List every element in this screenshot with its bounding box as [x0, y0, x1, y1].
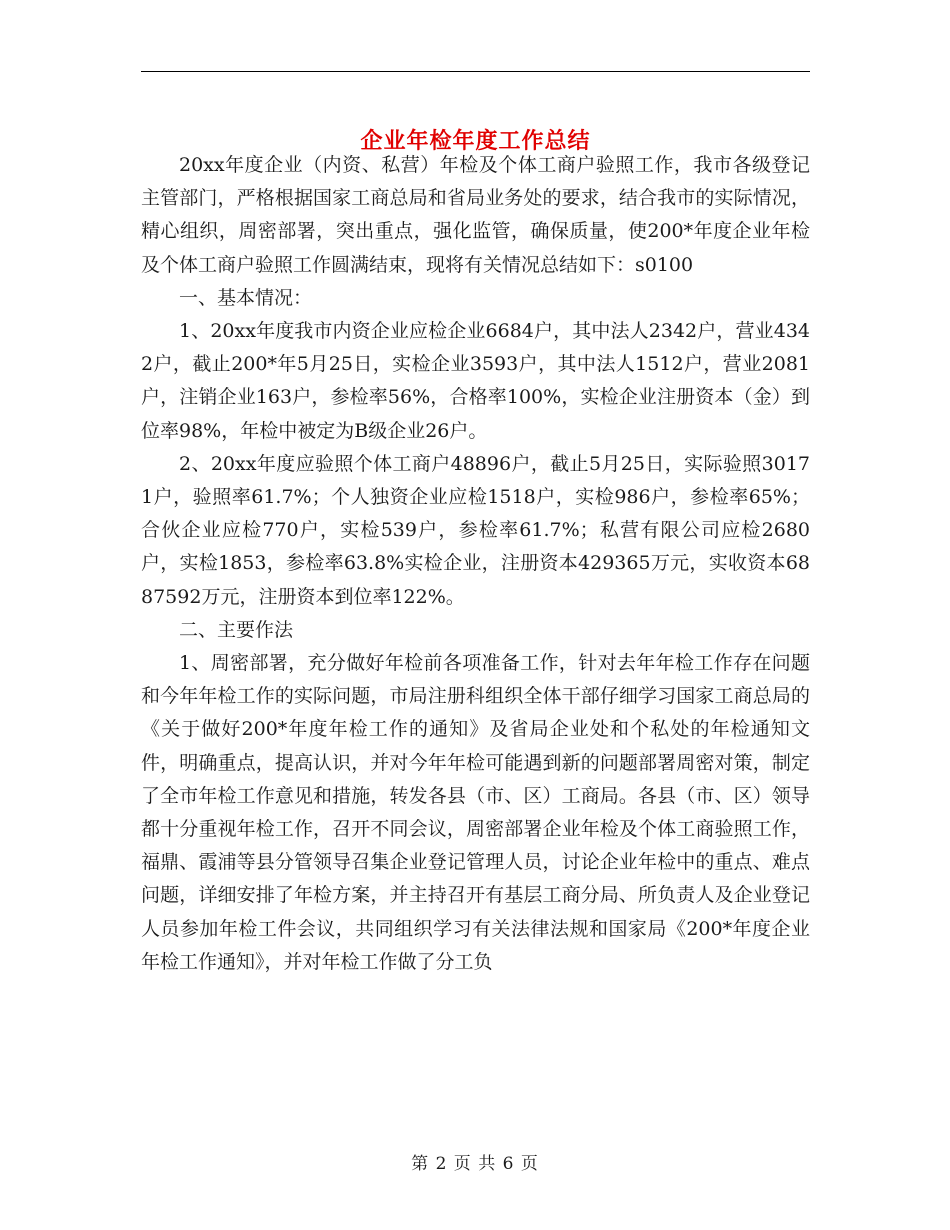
header-rule [141, 71, 810, 72]
paragraph-basic-2: 2、20xx年度应验照个体工商户48896户，截止5月25日，实际验照30171户，验照率61.7%；个人独资企业应检1518户，实检986户，参检率65%；合伙企业应检770户，实检539户，参检率61.7%；私营有限公司应检2680户，实检1853，参检率63.8%实检企业，注册资本429365万元，实收资本6887592万元，注册资本到位率122%。 [141, 452, 810, 608]
document-body [141, 149, 810, 979]
document-title: 企业年检年度工作总结 [360, 127, 591, 154]
section-heading-methods: 二、主要作法 [179, 618, 294, 641]
paragraph-intro: 20xx年度企业（内资、私营）年检及个体工商户验照工作，我市各级登记主管部门，严格根据国家工商总局和省局业务处的要求，结合我市的实际情况，精心组织，周密部署，突出重点，强化监管，确保质量，使200*年度企业年检及个体工商户验照工作圆满结束，现将有关情况总结如下：s0100 [141, 154, 810, 276]
section-heading-basic: 一、基本情况： [179, 286, 313, 309]
paragraph-basic-1: 1、20xx年度我市内资企业应检企业6684户，其中法人2342户，营业4342户，截止200*年5月25日，实检企业3593户，其中法人1512户，营业2081户，注销企业163户，参检率56%，合格率100%，实检企业注册资本（金）到位率98%，年检中被定为B级企业26户。 [141, 320, 810, 442]
page-number: 第 2 页 共 6 页 [411, 1154, 539, 1174]
paragraph-methods-1: 1、周密部署，充分做好年检前各项准备工作，针对去年年检工作存在问题和今年年检工作的实际问题，市局注册科组织全体干部仔细学习国家工商总局的《关于做好200*年度年检工作的通知》及省局企业处和个私处的年检通知文件，明确重点，提高认识，并对今年年检可能遇到新的问题部署周密对策，制定了全市年检工作意见和措施，转发各县（市、区）工商局。各县（市、区）领导都十分重视年检工作，召开不同会议，周密部署企业年检及个体工商验照工作，福鼎、霞浦等县分管领导召集企业登记管理人员，讨论企业年检中的重点、难点问题，详细安排了年检方案，并主持召开有基层工商分局、所负责人及企业登记人员参加年检工件会议，共同组织学习有关法律法规和国家局《200*年度企业年检工作通知》，并对年检工作做了分工负 [141, 652, 810, 973]
